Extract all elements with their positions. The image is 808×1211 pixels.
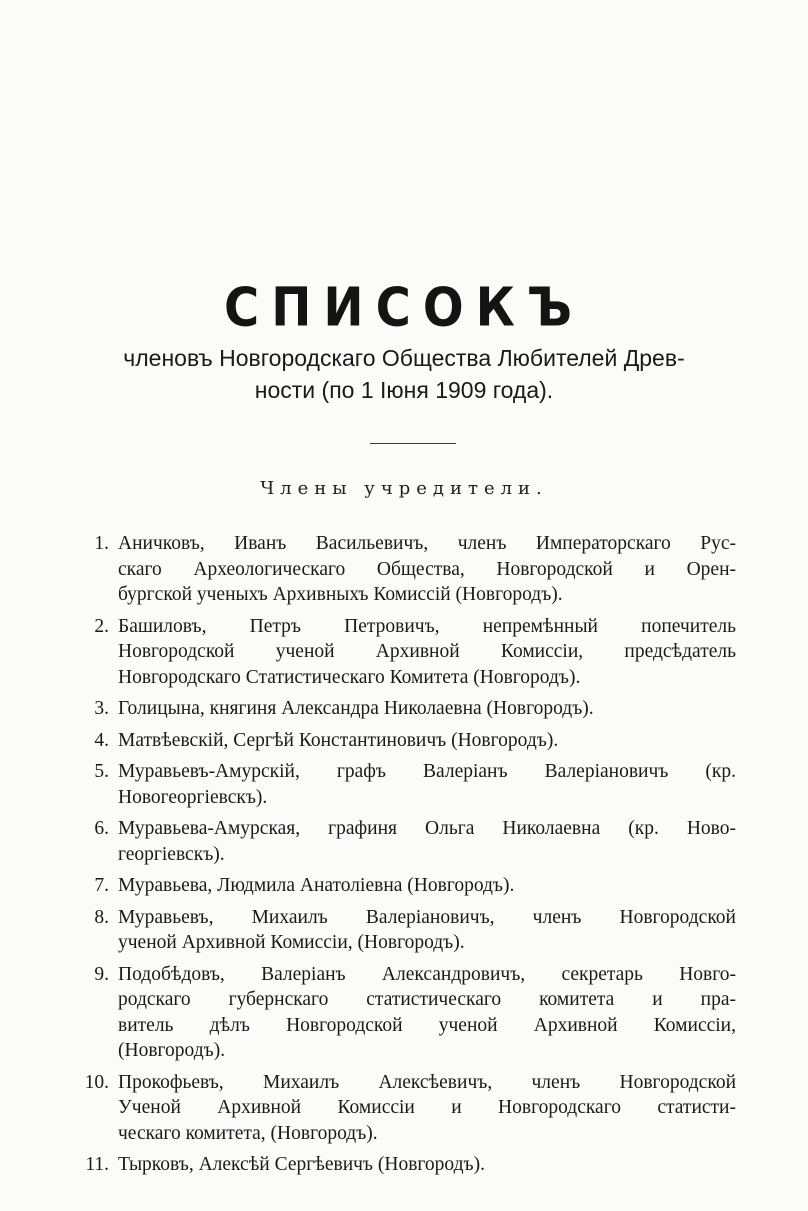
member-text-line: Матвѣевскій, Сергѣй Константиновичъ (Новгородъ). bbox=[118, 729, 559, 751]
member-text bbox=[118, 614, 808, 691]
member-text-line: скаго Археологическаго Общества, Новгородской и Орен- bbox=[118, 558, 736, 580]
member-number: 2. bbox=[94, 615, 109, 637]
member-text bbox=[118, 905, 808, 956]
member-text-line: Муравьевъ-Амурскій, графъ Валеріанъ Валеріановичъ (кр. bbox=[118, 761, 736, 782]
member-entry bbox=[0, 873, 808, 899]
member-text-line: Аничковъ, Иванъ Васильевичъ, членъ Императорскаго Рус- bbox=[118, 533, 736, 554]
member-number: 1. bbox=[94, 533, 109, 554]
subtitle bbox=[0, 342, 808, 406]
member-text bbox=[118, 1070, 808, 1147]
member-number: 8. bbox=[94, 906, 109, 928]
member-text-line: Новгородской ученой Архивной Комиссіи, предсѣдатель bbox=[118, 641, 736, 662]
member-entry bbox=[0, 1152, 808, 1178]
member-number: 10. bbox=[84, 1071, 109, 1093]
member-entry bbox=[0, 1070, 808, 1147]
member-entry bbox=[0, 614, 808, 691]
member-text-line: Муравьевъ, Михаилъ Валеріановичъ, членъ Новгородской bbox=[118, 906, 736, 928]
member-entry bbox=[0, 759, 808, 810]
member-text-line: георгіевскъ). bbox=[118, 843, 225, 865]
member-text-line: Муравьева, Людмила Анатоліевна (Новгородъ). bbox=[118, 875, 515, 896]
member-text bbox=[118, 728, 808, 754]
subtitle-line-1: членовъ Новгородскаго Общества Любителей Древ- bbox=[123, 345, 685, 371]
member-text bbox=[118, 816, 808, 867]
section-title: Члены учредители. bbox=[260, 478, 548, 499]
member-text-line: (Новгородъ). bbox=[118, 1040, 226, 1061]
member-text bbox=[118, 531, 808, 608]
page-title: СПИСОКЪ bbox=[224, 276, 584, 339]
member-text-line: Ученой Архивной Комиссіи и Новгородскаго статисти- bbox=[118, 1097, 736, 1118]
member-number: 6. bbox=[94, 818, 109, 839]
member-text-line: ческаго комитета, (Новгородъ). bbox=[118, 1122, 378, 1144]
member-list bbox=[0, 531, 808, 1184]
member-text-line: Голицына, княгиня Александра Николаевна (Новгородъ). bbox=[118, 698, 594, 719]
member-entry bbox=[0, 962, 808, 1064]
member-number: 3. bbox=[94, 698, 109, 719]
member-text-line: Новгородскаго Статистическаго Комитета (Новгородъ). bbox=[118, 666, 581, 688]
member-entry bbox=[0, 905, 808, 956]
member-text-line: Подобѣдовъ, Валеріанъ Александровичъ, секретарь Новго- bbox=[118, 963, 736, 985]
subtitle-line-2: ности (по 1 Іюня 1909 года). bbox=[254, 377, 554, 403]
member-entry bbox=[0, 531, 808, 608]
member-entry bbox=[0, 696, 808, 722]
member-text-line: Башиловъ, Петръ Петровичъ, непремѣнный попечитель bbox=[118, 615, 736, 637]
member-text-line: родскаго губернскаго статистическаго комитета и пра- bbox=[118, 989, 736, 1010]
member-entry bbox=[0, 728, 808, 754]
member-text-line: Прокофьевъ, Михаилъ Алексѣевичъ, членъ Новгородской bbox=[118, 1071, 736, 1093]
member-text bbox=[118, 962, 808, 1064]
member-entry bbox=[0, 816, 808, 867]
member-number: 7. bbox=[94, 875, 109, 896]
member-text bbox=[118, 873, 808, 899]
member-number: 11. bbox=[85, 1154, 109, 1175]
member-text bbox=[118, 759, 808, 810]
member-number: 5. bbox=[94, 761, 109, 782]
member-number: 4. bbox=[94, 729, 109, 751]
member-text-line: Муравьева-Амурская, графиня Ольга Николаевна (кр. Ново- bbox=[118, 818, 736, 839]
member-text bbox=[118, 696, 808, 722]
member-text-line: Новогеоргіевскъ). bbox=[118, 786, 268, 808]
member-text-line: бургской ученыхъ Архивныхъ Комиссій (Новгородъ). bbox=[118, 584, 563, 605]
member-text bbox=[118, 1152, 808, 1178]
member-text-line: витель дѣлъ Новгородской ученой Архивной Комиссіи, bbox=[118, 1014, 736, 1036]
divider bbox=[370, 443, 456, 444]
member-number: 9. bbox=[94, 963, 109, 985]
member-text-line: Тырковъ, Алексѣй Сергѣевичъ (Новгородъ). bbox=[118, 1154, 485, 1175]
member-text-line: ученой Архивной Комиссіи, (Новгородъ). bbox=[118, 932, 465, 953]
